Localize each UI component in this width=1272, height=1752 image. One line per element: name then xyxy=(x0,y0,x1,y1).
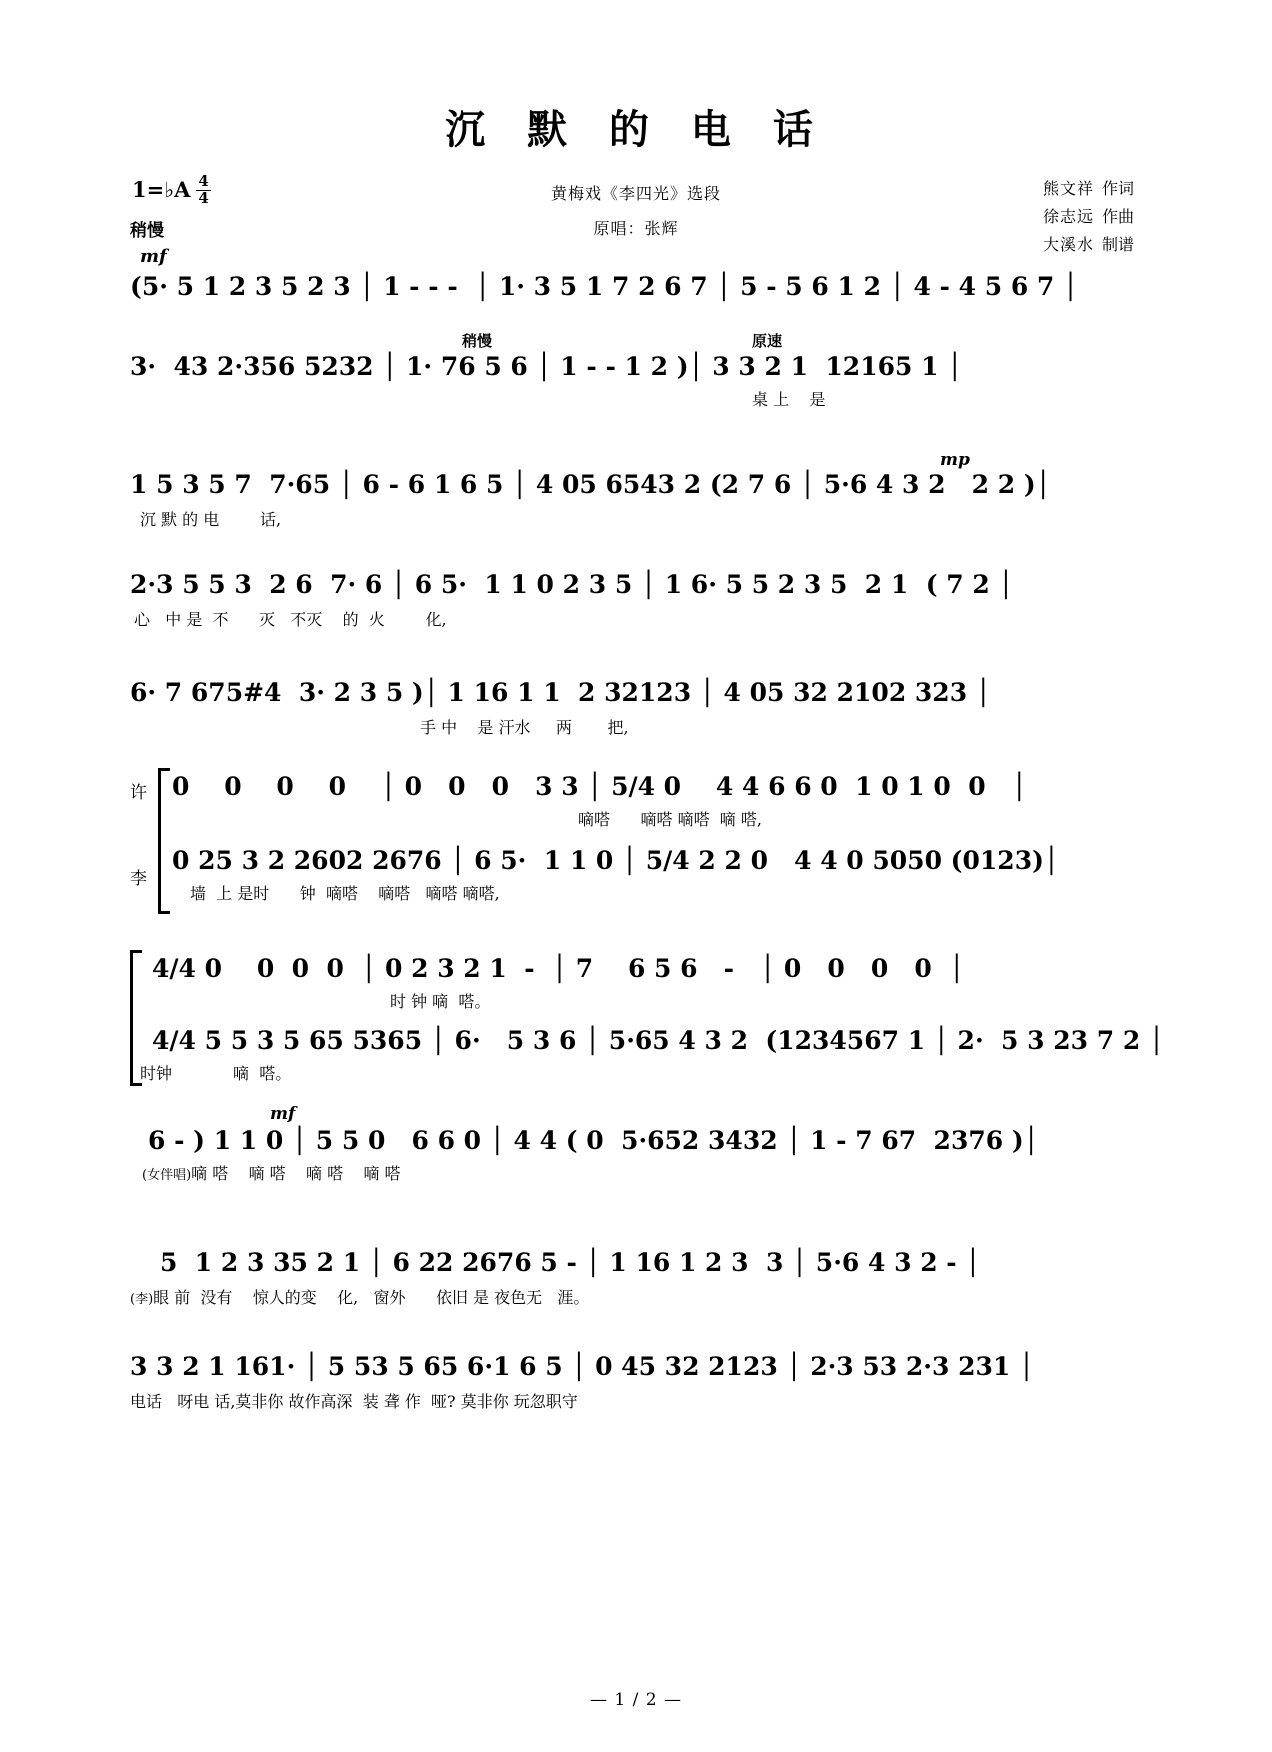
system-4-music: 2·3 5 5 3 2 6 7· 6 │ 6 5· 1 1 0 2 3 5 │ 1 6· 5 5 2 3 5 2 1 ( 7 2 │ xyxy=(130,570,1014,599)
system-9-lyrics: 时钟 嘀 嗒。 xyxy=(140,1064,292,1083)
page-number: — 1 / 2 — xyxy=(590,1690,682,1710)
system-10-lyrics xyxy=(142,1161,1272,1184)
part-label-li xyxy=(130,864,147,889)
system-1 xyxy=(0,272,1272,301)
system-6-music: 0 0 0 0 │ 0 0 0 3 3 │ 5/4 0 4 4 6 6 0 1 0 1 0 0 │ xyxy=(172,772,1027,801)
dynamic-mf-2: mf xyxy=(270,1104,296,1124)
system-2-music: 3· 43 2·356 5232 │ 1· 76 5 6 │ 1 - - 1 2 )│ 3 3 2 1 12165 1 │ xyxy=(130,352,963,381)
system-12-music: 3 3 2 1 161· │ 5 53 5 65 6·1 6 5 │ 0 45 32 2123 │ 2·3 53 2·3 231 │ xyxy=(130,1352,1035,1381)
system-7-lyrics: 墙 上 是时 钟 嘀嗒 嘀嗒 嘀嗒 嘀嗒, xyxy=(190,884,500,903)
system-6-7-group xyxy=(0,768,1272,904)
credit-composer-role: 作曲 xyxy=(1101,207,1134,226)
system-2 xyxy=(0,332,1272,410)
system-11-lyrics-text: 眼 前 没有 惊人的变 化, 窗外 依旧 是 夜色无 涯。 xyxy=(153,1288,590,1307)
credit-engraver-name: 大溪水 xyxy=(1042,235,1094,254)
system-3 xyxy=(0,450,1272,530)
system-6-lyrics: 嘀嗒 嘀嗒 嘀嗒 嘀 嗒, xyxy=(578,810,762,829)
credit-engraver-role: 制谱 xyxy=(1101,235,1134,254)
system-5-lyrics: 手 中 是 汗水 两 把, xyxy=(420,718,629,737)
system-5-music: 6· 7 675#4 3· 2 3 5 )│ 1 16 1 1 2 32123 │ 4 05 32 2102 323 │ xyxy=(130,678,991,707)
system-11-music: 5 1 2 3 35 2 1 │ 6 22 2676 5 - │ 1 16 1 2 3 3 │ 5·6 4 3 2 - │ xyxy=(160,1248,981,1277)
system-10-music: 6 - ) 1 1 0 │ 5 5 0 6 6 0 │ 4 4 ( 0 5·652 3432 │ 1 - 7 67 2376 )│ xyxy=(148,1126,1039,1155)
system-4-lyrics: 心 中 是 不 灭 不灭 的 火 化, xyxy=(134,610,447,629)
system-10-lyrics-prefix: (女伴唱) xyxy=(142,1168,192,1183)
credit-composer xyxy=(1043,203,1134,231)
time-signature-numerator: 4 xyxy=(198,172,209,190)
system-10-lyrics-text: 嘀 嗒 嘀 嗒 嘀 嗒 嘀 嗒 xyxy=(191,1164,401,1183)
system-11-lyrics-prefix: (李) xyxy=(130,1292,154,1307)
part-label-xu: 许 xyxy=(130,783,147,803)
system-8-9-group xyxy=(0,950,1272,1084)
credit-engraver xyxy=(1043,231,1134,259)
duet-bracket-2 xyxy=(130,950,142,1086)
system-9-music: 4/4 5 5 3 5 65 5365 │ 6· 5 3 6 │ 5·65 4 3 2 (1234567 1 │ 2· 5 3 23 7 2 │ xyxy=(152,1026,1164,1055)
system-8-music: 4/4 0 0 0 0 │ 0 2 3 2 1 - │ 7 6 5 6 - │ 0 0 0 0 │ xyxy=(152,954,965,983)
credit-lyricist xyxy=(1043,175,1134,203)
dynamic-mp: mp xyxy=(940,450,970,470)
subtitle-singer: 原唱：张辉 xyxy=(593,219,679,238)
system-1-music: (5· 5 1 2 3 5 2 3 │ 1 - - - │ 1· 3 5 1 7 2 6 7 │ 5 - 5 6 1 2 │ 4 - 4 5 6 7 │ xyxy=(130,272,1079,301)
system-8-lyrics: 时 钟 嘀 嗒。 xyxy=(390,992,491,1011)
page-title: 沉 默 的 电 话 xyxy=(445,106,827,153)
part-label-li-text: 李 xyxy=(130,869,147,889)
system-11-lyrics xyxy=(130,1285,1272,1308)
credit-composer-name: 徐志远 xyxy=(1042,207,1094,226)
system-7-music: 0 25 3 2 2602 2676 │ 6 5· 1 1 0 │ 5/4 2 2 0 4 4 0 5050 (0123)│ xyxy=(172,846,1059,875)
system-2-lyrics: 桌 上 是 xyxy=(752,390,826,409)
system-3-music: 1 5 3 5 7 7·65 │ 6 - 6 1 6 5 │ 4 05 6543 2 (2 7 6 │ 5·6 4 3 2 2 2 )│ xyxy=(130,470,1051,499)
system-12-lyrics: 电话 呀电 话,莫非你 故作高深 装 聋 作 哑? 莫非你 玩忽职守 xyxy=(130,1392,578,1411)
duet-bracket xyxy=(158,768,170,914)
time-signature-denominator: 4 xyxy=(198,188,209,207)
tempo-marking: 稍慢 xyxy=(130,221,164,241)
system-11 xyxy=(0,1242,1272,1308)
tempo-mark-shaoman: 稍慢 xyxy=(462,332,493,350)
tempo-mark-yuansu: 原速 xyxy=(752,332,783,350)
credit-lyricist-role: 作词 xyxy=(1101,179,1134,198)
credits-block xyxy=(1043,175,1134,259)
system-5 xyxy=(0,678,1272,738)
system-12 xyxy=(0,1352,1272,1412)
system-10 xyxy=(0,1104,1272,1184)
dynamic-mf-start: mf xyxy=(140,246,167,267)
key-signature-text: 1=♭A xyxy=(132,176,191,202)
system-4 xyxy=(0,570,1272,630)
credit-lyricist-name: 熊文祥 xyxy=(1042,179,1094,198)
system-3-lyrics: 沉 默 的 电 话, xyxy=(140,510,282,529)
subtitle-source: 黄梅戏《李四光》选段 xyxy=(550,184,721,203)
